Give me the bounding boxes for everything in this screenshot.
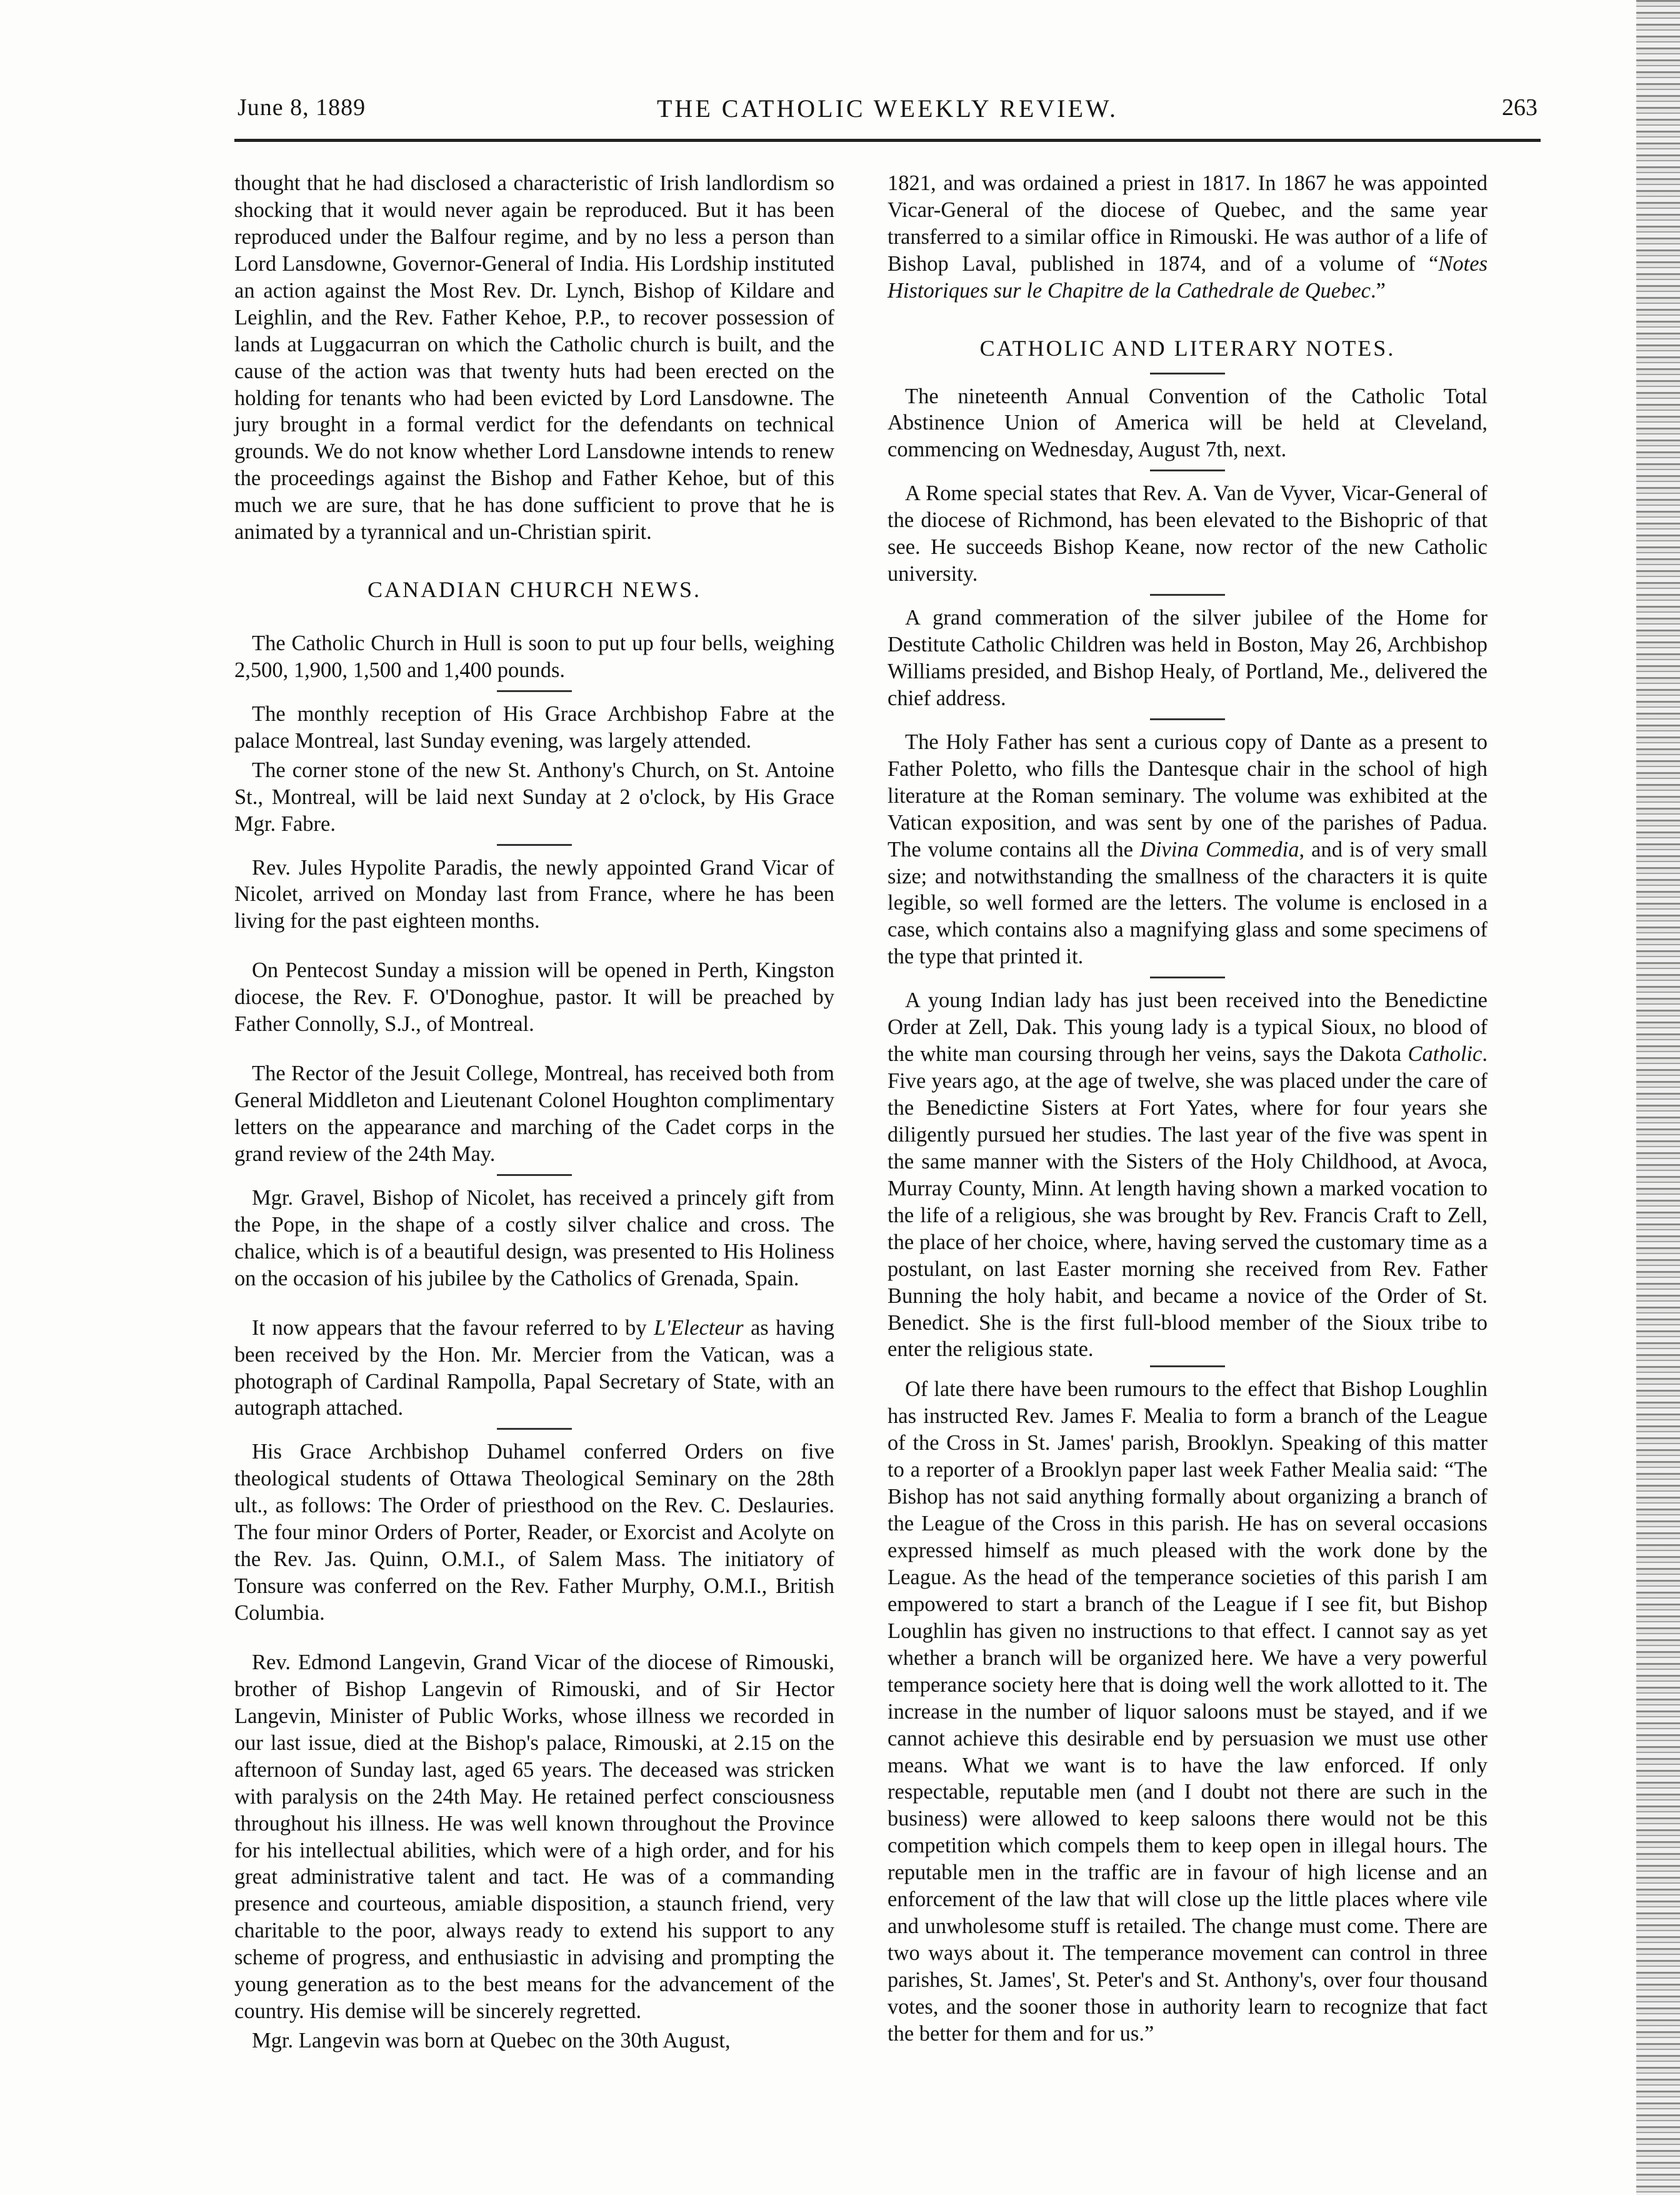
news-item: A Rome special states that Rev. A. Van de Vyver, Vicar-General of the diocese of Richmond, has been elevated to the Bishopric of that see. He succeeds Bishop Keane, now rector of the new Catholic university. [888,481,1488,586]
article-paragraph [888,170,1488,304]
header-rule [234,139,1541,142]
news-item [888,729,1488,970]
news-item: The corner stone of the new St. Anthony's Church, on St. Antoine St., Montreal, will be laid next Sunday at 2 o'clock, by His Grace Mgr. Fabre. [234,758,834,836]
italic-run: Notes Historiques sur le Chapitre de la Cathedrale de Quebec [888,251,1488,303]
header-title: THE CATHOLIC WEEKLY REVIEW. [657,94,1118,123]
italic-run: Catholic [1408,1042,1482,1067]
news-item: The Catholic Church in Hull is soon to put up four bells, weighing 2,500, 1,900, 1,500 and 1,400 pounds. [234,631,834,682]
separator [1150,977,1225,978]
news-item: Rev. Edmond Langevin, Grand Vicar of the diocese of Rimouski, brother of Bishop Langevin of Rimouski, and of Sir Hector Langevin, Minister of Public Works, whose illness we recorded in our last issue, died at the Bishop's palace, Rimouski, at 2.15 on the afternoon of Sunday last, aged 65 years. The deceased was stricken with paralysis on the 24th May. He retained perfect consciousness throughout his illness. He was well known throughout the Province for his intellectual abilities, which were of a high order, and for his great administrative talent and tact. He was of a commanding presence and courteous, amiable disposition, a staunch friend, very charitable to the poor, always ready to extend his support to any scheme of progress, and enthusiastic in advising and prompting the young generation as to the best means for the advancement of the country. His demise will be sincerely regretted. [234,1650,834,2024]
article-paragraph: thought that he had disclosed a characteristic of Irish landlordism so shocking that it would never again be reproduced. But it has been reproduced under the Balfour regime, and by no less a person than Lord Lansdowne, Governor-General of India. His Lordship instituted an action against the Most Rev. Dr. Lynch, Bishop of Kildare and Leighlin, and the Rev. Father Kehoe, P.P., to recover possession of lands at Luggacurran on which the Catholic church is built, and the cause of the action was that twenty huts had been erected on the holding for tenants who had been evicted by Lord Lansdowne. The jury brought in a formal verdict for the defendants on technical grounds. We do not know whether Lord Lansdowne intends to renew the proceedings against the Bishop and Father Kehoe, but of this much we are sure, that he has done sufficient to prove that he is animated by a tyrannical and un-Christian spirit. [234,171,834,545]
section-heading: CANADIAN CHURCH NEWS. [367,577,701,603]
text-run: , and is of very small size; and notwithstanding the smallness of the characters it is quite legible, so well formed are the letters. The volume is enclosed in a case, which contains also a magnifying glass and some specimens of the type that printed it. [888,837,1488,969]
news-item [888,987,1488,1363]
news-item: Rev. Jules Hypolite Paradis, the newly appointed Grand Vicar of Nicolet, arrived on Monday last from France, where he has been living for the past eighteen months. [234,855,834,933]
news-item: Of late there have been rumours to the effect that Bishop Loughlin has instructed Rev. James F. Mealia to form a branch of the League of the Cross in St. James' parish, Brooklyn. Speaking of this matter to a reporter of a Brooklyn paper last week Father Mealia said: “The Bishop has not said anything formally about organizing a branch of the League of the Cross in this parish. He has on several occasions expressed himself as much pleased with the work done by the League. As the head of the temperance societies of this parish I am empowered to start a branch of the League if I see fit, but Bishop Loughlin has given no instructions to that effect. I cannot say as yet whether a branch will be organized here. We have a very powerful temperance society here that is doing well the work allotted to it. The increase in the number of liquor saloons must be stayed, and if we cannot achieve this desirable end by persuasion we must use other means. What we want is to have the law enforced. If only respectable, reputable men (and I doubt not there are such in the business) were allowed to keep saloons there would not be this competition which compels them to keep open in illegal hours. The reputable men in the traffic are in favour of high license and an enforcement of the law that will close up the little places where vile and unwholesome stuff is retailed. The change must come. There are two ways about it. The temperance movement can control in three parishes, St. James', St. Peter's and St. Anthony's, over four thousand votes, and the sooner those in authority learn to recognize that fact the better for them and for us.” [888,1377,1488,2046]
text-run: The Holy Father has sent a curious copy of Dante as a present to Father Poletto, who fills the Dantesque chair in the school of high literature at the Roman seminary. The volume was exhibited at the Vatican exposition, and was sent by one of the parishes of Padua. The volume contains all the [888,730,1488,861]
news-item: The nineteenth Annual Convention of the Catholic Total Abstinence Union of America will be held at Cleveland, commencing on Wednesday, August 7th, next. [888,384,1488,462]
italic-run: L'Electeur [654,1315,744,1340]
news-item: The monthly reception of His Grace Archbishop Fabre at the palace Montreal, last Sunday evening, was largely attended. [234,701,834,753]
separator [497,844,572,846]
separator [1150,1365,1225,1367]
header-page-number: 263 [1502,94,1538,121]
header-date: June 8, 1889 [238,94,366,121]
separator [1150,718,1225,720]
news-item: The Rector of the Jesuit College, Montreal, has received both from General Middleton and Lieutenant Colonel Houghton complimentary letters on the appearance and marching of the Cadet corps in the grand review of the 24th May. [234,1062,834,1166]
text-run: .” [1370,278,1386,303]
separator [1150,594,1225,596]
text-run: . Five years ago, at the age of twelve, she was placed under the care of the Benedictine Sisters at Fort Yates, where for four years she diligently pursued her studies. The last year of the five was spent in the same manner with the Sisters of the Holy Childhood, at Avoca, Murray County, Minn. At length having shown a marked vocation to the life of a religious, she was brought by Rev. Francis Craft to Zell, the place of her choice, where, having served the customary time as a postulant, on last Easter morning she received from Rev. Father Bunning the holy habit, and became a novice of the Order of St. Benedict. She is the first full-blood member of the Sioux tribe to enter the religious state. [888,1042,1488,1362]
page-header [238,94,1538,131]
text-run: 1821, and was ordained a priest in 1817. In 1867 he was appointed Vicar-General of the diocese of Quebec, and the same year transferred to a similar office in Rimouski. He was author of a life of Bishop Laval, published in 1874, and of a volume of “ [888,171,1488,276]
separator [497,1174,572,1176]
italic-run: Divina Commedia [1140,837,1299,861]
left-column [234,170,834,2077]
right-column [888,170,1488,2070]
news-item: His Grace Archbishop Duhamel conferred Orders on five theological students of Ottawa Theological Seminary on the 28th ult., as follows: The Order of priesthood on the Rev. C. Deslauries. The four minor Orders of Porter, Reader, or Exorcist and Acolyte on the Rev. Jas. Quinn, O.M.I., of Salem Mass. The initiatory of Tonsure was conferred on the Rev. Father Murphy, O.M.I., British Columbia. [234,1440,834,1625]
section-heading: CATHOLIC AND LITERARY NOTES. [979,335,1396,361]
separator [1150,470,1225,471]
news-item: Mgr. Langevin was born at Quebec on the 30th August, [252,2029,731,2053]
news-item: A grand commeration of the silver jubilee of the Home for Destitute Catholic Children was held in Boston, May 26, Archbishop Williams presided, and Bishop Healy, of Portland, Me., delivered the chief address. [888,606,1488,710]
separator [1150,373,1225,374]
news-item: Mgr. Gravel, Bishop of Nicolet, has received a princely gift from the Pope, in the shape of a costly silver chalice and cross. The chalice, which is of a beautiful design, was presented to His Holiness on the occasion of his jubilee by the Catholics of Grenada, Spain. [234,1185,834,1290]
separator [497,1428,572,1430]
news-item [234,1315,834,1422]
scanned-page-edge [1636,0,1680,2195]
separator [497,690,572,692]
text-run: A young Indian lady has just been received into the Benedictine Order at Zell, Dak. This young lady is a typical Sioux, no blood of the white man coursing through her veins, says the Dakota [888,988,1488,1067]
news-item: On Pentecost Sunday a mission will be opened in Perth, Kingston diocese, the Rev. F. O'Donoghue, pastor. It will be preached by Father Connolly, S.J., of Montreal. [234,958,834,1037]
text-run: It now appears that the favour referred to by [252,1315,654,1340]
text-run: as having been received by the Hon. Mr. Mercier from the Vatican, was a photograph of Cardinal Rampolla, Papal Secretary of State, with an autograph attached. [234,1315,835,1420]
